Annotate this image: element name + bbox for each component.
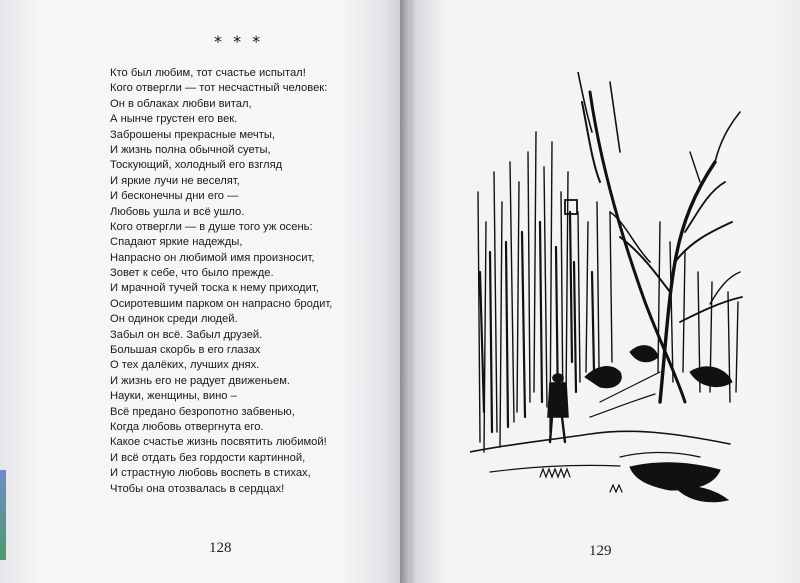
poem-line: Кто был любим, тот счастье испытал!: [110, 67, 306, 79]
poem-line: Любовь ушла и всё ушло.: [110, 205, 245, 218]
poem-line: Он в облаках любви витал,: [110, 97, 252, 110]
poem-line: О тех далёких, лучших днях.: [110, 359, 260, 372]
poem-line: Заброшены прекрасные мечты,: [110, 128, 275, 141]
poem-line: И мрачной тучей тоска к нему приходит,: [110, 282, 319, 295]
page-number-left: 128: [209, 540, 232, 556]
poem-line: Какое счастье жизнь посвятить любимой!: [110, 436, 327, 449]
poem-line: Кого отвергли — тот несчастный человек:: [110, 82, 328, 95]
poem-line: Всё предано безропотно забвенью,: [110, 405, 295, 418]
poem-line: И жизнь его не радует движеньем.: [110, 374, 290, 387]
poem-line: Науки, женщины, вино –: [110, 390, 237, 403]
page-edge-strip: [0, 470, 6, 560]
page-number-right: 129: [589, 543, 612, 559]
poem-line: Напрасно он любимой имя произносит,: [110, 251, 315, 264]
poem-line: А нынче грустен его век.: [110, 113, 238, 126]
poem-line: Осиротевшим парком он напрасно бродит,: [110, 297, 333, 310]
poem-line: И яркие лучи не веселят,: [110, 174, 240, 187]
poem-line: Чтобы она отозвалась в сердцах!: [110, 482, 285, 495]
winter-park-illustration: [470, 72, 750, 512]
poem-line: Он одинок среди людей.: [110, 313, 238, 326]
poem-line: Большая скорбь в его глазах: [110, 344, 261, 357]
poem-line: Тоскующий, холодный его взгляд: [110, 159, 283, 172]
poem-line: Кого отвергли — в душе того уж осень:: [110, 220, 313, 233]
poem-text: [110, 66, 370, 497]
poem-line: И жизнь полна обычной суеты,: [110, 143, 271, 156]
poem-line: Когда любовь отвергнута его.: [110, 420, 264, 433]
section-ornament: * * *: [214, 32, 264, 51]
poem-line: И всё отдать без гордости картинной,: [110, 451, 306, 464]
poem-line: И бесконечны дни его —: [110, 190, 239, 203]
poem-line: И страстную любовь воспеть в стихах,: [110, 467, 311, 480]
poem-line: Забыл он всё. Забыл друзей.: [110, 328, 263, 341]
book-gutter: [400, 0, 410, 583]
poem-line: Зовет к себе, что было прежде.: [110, 267, 274, 280]
poem-line: Спадают яркие надежды,: [110, 236, 243, 249]
